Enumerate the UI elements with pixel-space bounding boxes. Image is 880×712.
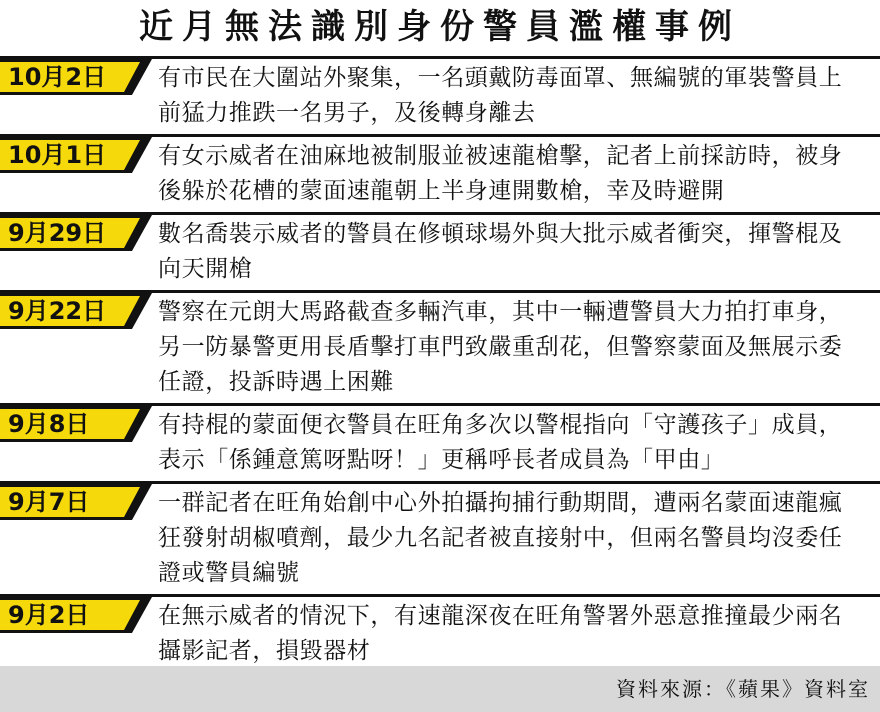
date-label: 9月7日 bbox=[8, 488, 90, 516]
event-entry bbox=[0, 56, 880, 134]
description-line: 前猛力推跌一名男子，及後轉身離去 bbox=[158, 100, 536, 126]
description-line: 有持棍的蒙面便衣警員在旺角多次以警棍指向「守護孩子」成員， bbox=[158, 412, 843, 438]
description-line: 數名喬裝示威者的警員在修頓球場外與大批示威者衝突，揮警棍及 bbox=[158, 221, 843, 247]
date-label: 10月1日 bbox=[8, 141, 107, 169]
description-line: 攝影記者，損毀器材 bbox=[158, 638, 371, 664]
event-description bbox=[158, 139, 878, 209]
date-tag bbox=[0, 406, 152, 442]
event-entry bbox=[0, 481, 880, 594]
date-tag bbox=[0, 484, 152, 520]
description-line: 另一防暴警更用長盾擊打車門致嚴重刮花，但警察蒙面及無展示委 bbox=[158, 334, 843, 360]
event-entry bbox=[0, 403, 880, 481]
date-label: 9月22日 bbox=[8, 297, 107, 325]
description-line: 警察在元朗大馬路截查多輛汽車，其中一輛遭警員大力拍打車身， bbox=[158, 299, 843, 325]
description-line: 任證，投訴時遇上困難 bbox=[158, 369, 394, 395]
source-footer bbox=[0, 666, 880, 712]
event-description bbox=[158, 486, 878, 591]
date-tag bbox=[0, 597, 152, 633]
description-line: 表示「係鍾意篤呀點呀！」更稱呼長者成員為「甲由」 bbox=[158, 447, 725, 473]
event-description bbox=[158, 408, 878, 478]
description-line: 證或警員編號 bbox=[158, 560, 300, 586]
source-note: 資料來源：《蘋果》資料室 bbox=[616, 677, 870, 701]
event-description bbox=[158, 599, 878, 669]
date-label: 9月8日 bbox=[8, 410, 90, 438]
event-entry bbox=[0, 594, 880, 672]
page-title: 近月無法識別身份警員濫權事例 bbox=[139, 7, 741, 47]
description-line: 後躲於花槽的蒙面速龍朝上半身連開數槍，幸及時避開 bbox=[158, 178, 725, 204]
date-tag bbox=[0, 59, 152, 95]
date-label: 10月2日 bbox=[8, 63, 107, 91]
event-description bbox=[158, 217, 878, 287]
description-line: 有女示威者在油麻地被制服並被速龍槍擊，記者上前採訪時，被身 bbox=[158, 143, 843, 169]
description-line: 有市民在大圍站外聚集，一名頭戴防毒面罩、無編號的軍裝警員上 bbox=[158, 65, 843, 91]
event-entry bbox=[0, 212, 880, 290]
description-line: 一群記者在旺角始創中心外拍攝拘捕行動期間，遭兩名蒙面速龍瘋 bbox=[158, 490, 843, 516]
description-line: 向天開槍 bbox=[158, 256, 253, 282]
event-entry bbox=[0, 290, 880, 403]
date-tag bbox=[0, 215, 152, 251]
description-line: 狂發射胡椒噴劑，最少九名記者被直接射中，但兩名警員均沒委任 bbox=[158, 525, 843, 551]
date-tag bbox=[0, 137, 152, 173]
date-label: 9月2日 bbox=[8, 601, 90, 629]
date-tag bbox=[0, 293, 152, 329]
date-label: 9月29日 bbox=[8, 219, 107, 247]
event-description bbox=[158, 61, 878, 131]
event-entry bbox=[0, 134, 880, 212]
event-description bbox=[158, 295, 878, 400]
description-line: 在無示威者的情況下，有速龍深夜在旺角警署外惡意推撞最少兩名 bbox=[158, 603, 843, 629]
